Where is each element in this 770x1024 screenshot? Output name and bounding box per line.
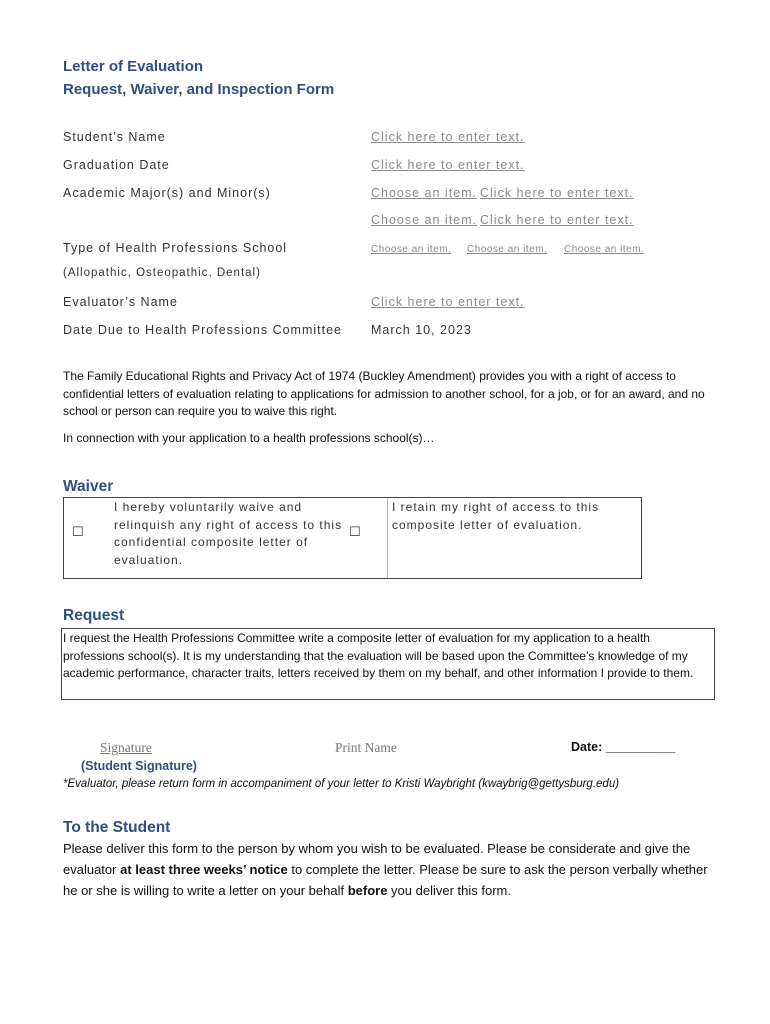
student-name-field[interactable]: Click here to enter text. <box>371 130 525 144</box>
waive-option-text: I hereby voluntarily waive and relinquish any right of access to this confidential composite letter of evaluation. <box>114 500 343 567</box>
graduation-date-field[interactable]: Click here to enter text. <box>371 158 525 172</box>
student-name-label: Student’s Name <box>63 130 166 144</box>
to-student-text-3: you deliver this form. <box>387 883 511 898</box>
major-minor-label: Academic Major(s) and Minor(s) <box>63 186 271 200</box>
request-text: I request the Health Professions Committee write a composite letter of evaluation for my application to a health professions school(s). It is my understanding that the evaluation will be based upon the Committee’s knowledge of my academic performance, character traits, letters received by them on my behalf, and other information I provide to them. <box>63 631 694 680</box>
school-type-dropdown-1[interactable]: Choose an item. <box>371 244 452 255</box>
form-title-line2: Request, Waiver, and Inspection Form <box>63 81 335 98</box>
evaluator-name-label: Evaluator’s Name <box>63 295 178 309</box>
ferpa-paragraph: The Family Educational Rights and Privacy Act of 1974 (Buckley Amendment) provides you with a right of access to confidential letters of evaluation relating to applications for admission to another school, for a job, or for an award, and no school or person can require you to waive this right. <box>63 369 705 418</box>
date-field[interactable]: Date: __________ <box>571 740 676 754</box>
signature-field[interactable]: Signature <box>100 740 152 755</box>
retain-option-text: I retain my right of access to this composite letter of evaluation. <box>392 500 600 532</box>
major-text-field-2[interactable]: Click here to enter text. <box>480 213 634 227</box>
waiver-heading: Waiver <box>63 478 114 495</box>
due-date-value: March 10, 2023 <box>371 323 472 337</box>
to-student-text-2: to complete the letter. Please be sure to ask the person verbally whether he or she is willing to write a letter on your behalf <box>63 862 708 898</box>
major-dropdown-2[interactable]: Choose an item. <box>371 213 478 227</box>
major-text-field-1[interactable]: Click here to enter text. <box>480 186 634 200</box>
to-student-paragraph <box>63 838 713 901</box>
school-type-hint: (Allopathic, Osteopathic, Dental) <box>63 267 261 279</box>
major-dropdown-1[interactable]: Choose an item. <box>371 186 478 200</box>
to-student-bold-notice: at least three weeks’ notice <box>120 862 288 877</box>
to-student-text-1: Please deliver this form to the person by whom you wish to be evaluated. Please be considerate and give the evaluator <box>63 841 691 877</box>
school-type-label: Type of Health Professions School <box>63 241 288 255</box>
waive-checkbox[interactable]: ☐ <box>72 524 84 539</box>
waiver-divider <box>387 498 388 578</box>
school-type-dropdown-3[interactable]: Choose an item. <box>564 244 645 255</box>
graduation-date-label: Graduation Date <box>63 158 170 172</box>
connection-line: In connection with your application to a health professions school(s)… <box>63 431 435 445</box>
to-student-heading: To the Student <box>63 819 171 836</box>
due-date-label: Date Due to Health Professions Committee <box>63 323 342 337</box>
evaluator-name-field[interactable]: Click here to enter text. <box>371 295 525 309</box>
to-student-bold-before: before <box>347 883 388 898</box>
evaluator-note: *Evaluator, please return form in accompaniment of your letter to Kristi Waybright (kwaybrig@gettysburg.edu) <box>63 778 620 790</box>
school-type-dropdown-2[interactable]: Choose an item. <box>467 244 548 255</box>
retain-checkbox[interactable]: ☐ <box>349 524 361 539</box>
request-heading: Request <box>63 607 125 624</box>
print-name-field[interactable]: Print Name <box>335 740 397 755</box>
student-signature-caption: (Student Signature) <box>81 759 197 773</box>
form-title-line1: Letter of Evaluation <box>63 58 204 75</box>
